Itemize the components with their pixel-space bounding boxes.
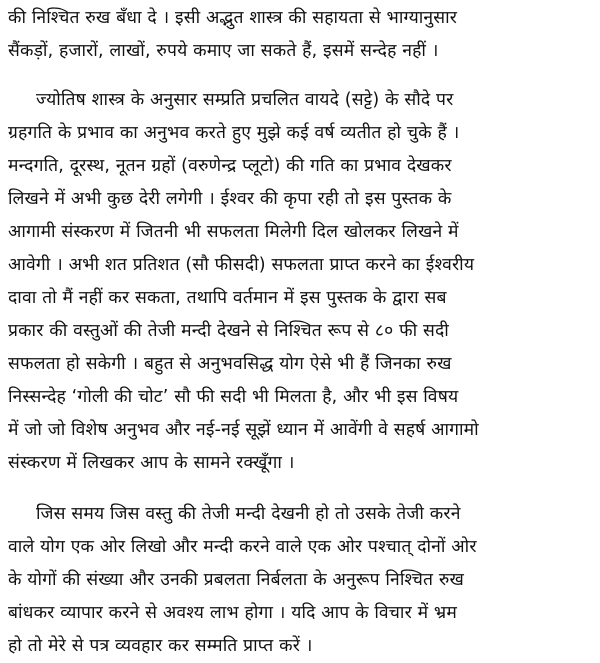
text-line: में जो जो विशेष अनुभव और नई-नई सूझें ध्यान में आवेंगी वे सहर्ष आगामो — [8, 420, 479, 440]
text-line: वाले योग एक ओर लिखो और मन्दी करने वाले एक ओर पश्चात् दोनों ओर — [8, 537, 477, 557]
text-line: के योगों की संख्या और उनकी प्रबलता निर्बलता के अनुरूप निश्चित रुख — [8, 570, 464, 590]
text-line: निस्सन्देह ‘गोली की चोट’ सौ फी सदी भी मिलता है, और भी इस विषय — [8, 387, 459, 407]
text-line: ज्योतिष शास्त्र के अनुसार सम्प्रति प्रचलित वायदे (सट्टे) के सौदे पर — [36, 90, 454, 110]
text-line: आगामी संस्करण में जितनी भी सफलता मिलेगी दिल खोलकर लिखने में — [8, 222, 459, 242]
text-line: बांधकर व्यापार करने से अवश्य लाभ होगा । यदि आप के विचार में भ्रम — [8, 603, 458, 623]
paragraph-3 — [8, 498, 592, 663]
text-line: लिखने में अभी कुछ देरी लगेगी । ईश्वर की कृपा रही तो इस पुस्तक के — [8, 189, 452, 209]
text-line: हो तो मेरे से पत्र व्यवहार कर सम्मति प्राप्त करें । — [8, 636, 313, 656]
text-line: सफलता हो सकेगी । बहुत से अनुभवसिद्ध योग ऐसे भी हैं जिनका रुख — [8, 354, 452, 374]
text-line: मन्दगति, दूरस्थ, नूतन ग्रहों (वरुणेन्द्र प्लूटो) की गति का प्रभाव देखकर — [8, 156, 452, 176]
text-line: प्रकार की वस्तुओं की तेजी मन्दी देखने से निश्चित रूप से ८० फी सदी — [8, 321, 449, 341]
text-line: ग्रहगति के प्रभाव का अनुभव करते हुए मुझे कई वर्ष व्यतीत हो चुके हैं । — [8, 123, 460, 143]
paragraph-gap — [8, 68, 592, 84]
text-line: आवेगी । अभी शत प्रतिशत (सौ फीसदी) सफलता प्राप्त करने का ईश्वरीय — [8, 255, 475, 275]
text-line: की निश्चित रुख बँधा दे । इसी अद्भुत शास्त्र की सहायता से भाग्यानुसार — [8, 8, 458, 28]
text-line: दावा तो मैं नहीं कर सकता, तथापि वर्तमान में इस पुस्तक के द्वारा सब — [8, 288, 447, 308]
paragraph-gap — [8, 480, 592, 498]
text-line: जिस समय जिस वस्तु की तेजी मन्दी देखनी हो तो उसके तेजी करने — [36, 504, 461, 524]
paragraph-2 — [8, 84, 592, 480]
paragraph-1 — [8, 2, 592, 68]
text-line: सैंकड़ों, हजारों, लाखों, रुपये कमाए जा सकते हैं, इसमें सन्देह नहीं । — [8, 41, 439, 61]
text-line: संस्करण में लिखकर आप के सामने रक्खूँगा । — [8, 453, 295, 473]
